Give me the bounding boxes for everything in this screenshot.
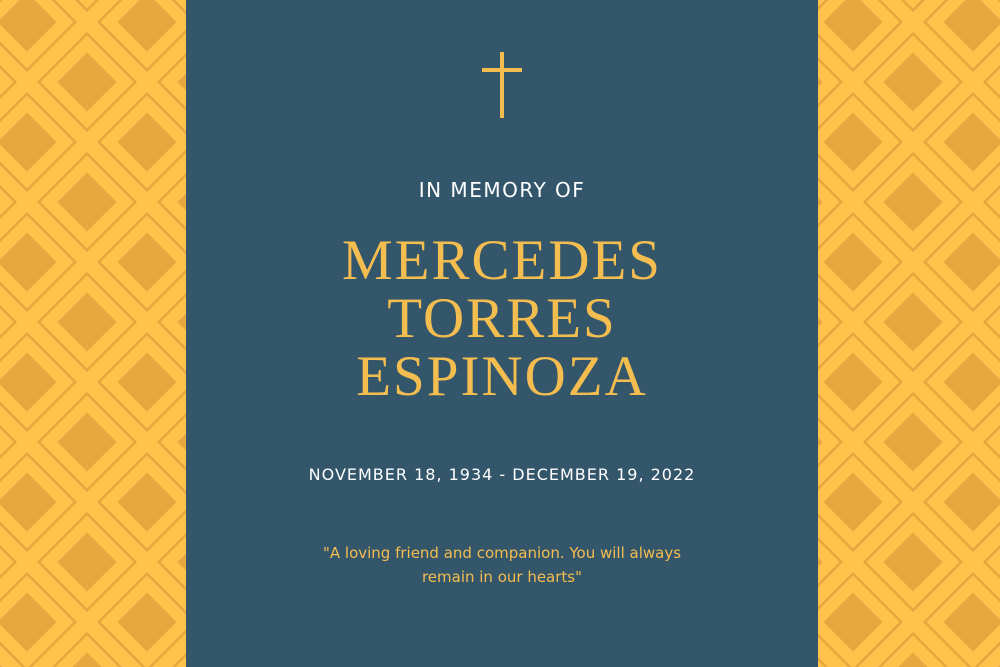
right-diamond-pattern	[818, 0, 1000, 667]
name-line-middle: TORRES	[387, 287, 617, 350]
memorial-panel	[186, 0, 818, 667]
name-line-last: ESPINOZA	[356, 345, 648, 408]
left-diamond-pattern	[0, 0, 186, 667]
memorial-quote: "A loving friend and companion. You will always remain in our hearts"	[322, 544, 682, 586]
cross-icon	[477, 50, 527, 120]
deceased-name	[186, 229, 818, 408]
in-memory-heading: IN MEMORY OF	[418, 178, 586, 202]
life-dates: NOVEMBER 18, 1934 - DECEMBER 19, 2022	[308, 465, 696, 484]
name-line-first: MERCEDES	[341, 229, 663, 292]
